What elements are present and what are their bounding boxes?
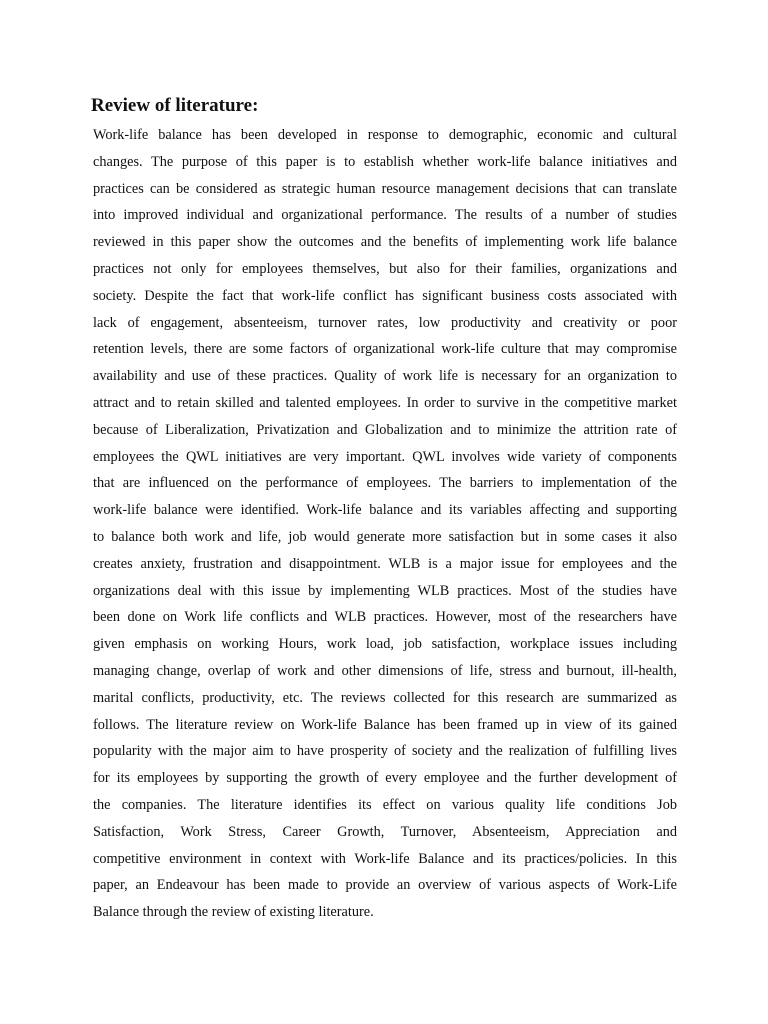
paragraph-line: Balance through the review of existing literature. [93, 904, 374, 921]
paragraph-line: society. Despite the fact that work-life conflict has significant business costs associated with [93, 287, 677, 304]
paragraph-line: paper, an Endeavour has been made to provide an overview of various aspects of Work-Life [93, 877, 677, 894]
paragraph-line: competitive environment in context with Work-life Balance and its practices/policies. In this [93, 850, 677, 867]
paragraph-line: practices can be considered as strategic human resource management decisions that can translate [93, 180, 677, 197]
paragraph-line: practices not only for employees themselves, but also for their families, organizations and [93, 260, 677, 277]
paragraph-line: into improved individual and organizational performance. The results of a number of studies [93, 207, 677, 224]
paragraph-line: retention levels, there are some factors of organizational work-life culture that may compromise [93, 341, 677, 358]
paragraph-line: creates anxiety, frustration and disappointment. WLB is a major issue for employees and the [93, 555, 677, 572]
paragraph-line: the companies. The literature identifies its effect on various quality life conditions Job [93, 796, 677, 813]
paragraph-line: because of Liberalization, Privatization and Globalization and to minimize the attrition rate of [93, 421, 677, 438]
paragraph-body [93, 122, 677, 926]
paragraph-line: reviewed in this paper show the outcomes and the benefits of implementing work life balance [93, 234, 677, 251]
paragraph-line: work-life balance were identified. Work-life balance and its variables affecting and supporting [93, 502, 677, 519]
paragraph-line: that are influenced on the performance of employees. The barriers to implementation of the [93, 475, 677, 492]
paragraph-line: organizations deal with this issue by implementing WLB practices. Most of the studies have [93, 582, 677, 599]
paragraph-line: follows. The literature review on Work-life Balance has been framed up in view of its gained [93, 716, 677, 733]
paragraph-line: availability and use of these practices. Quality of work life is necessary for an organization to [93, 368, 677, 385]
section-heading: Review of literature: [91, 95, 259, 116]
paragraph-line: employees the QWL initiatives are very important. QWL involves wide variety of components [93, 448, 677, 465]
paragraph-line: attract and to retain skilled and talented employees. In order to survive in the competitive market [93, 394, 677, 411]
paragraph-line: given emphasis on working Hours, work load, job satisfaction, workplace issues including [93, 636, 677, 653]
paragraph-line: for its employees by supporting the growth of every employee and the further development of [93, 770, 677, 787]
paragraph-line: been done on Work life conflicts and WLB practices. However, most of the researchers have [93, 609, 677, 626]
paragraph-line: popularity with the major aim to have prosperity of society and the realization of fulfilling lives [93, 743, 677, 760]
paragraph-line: changes. The purpose of this paper is to establish whether work-life balance initiatives and [93, 153, 677, 170]
paragraph-line: Work-life balance has been developed in response to demographic, economic and cultural [93, 127, 677, 143]
paragraph-line: marital conflicts, productivity, etc. The reviews collected for this research are summarized as [93, 689, 677, 706]
paragraph-line: to balance both work and life, job would generate more satisfaction but in some cases it also [93, 528, 677, 545]
paragraph-line: managing change, overlap of work and other dimensions of life, stress and burnout, ill-health, [93, 662, 677, 679]
paragraph-line: lack of engagement, absenteeism, turnover rates, low productivity and creativity or poor [93, 314, 677, 331]
paragraph-line: Satisfaction, Work Stress, Career Growth, Turnover, Absenteeism, Appreciation and [93, 823, 677, 840]
